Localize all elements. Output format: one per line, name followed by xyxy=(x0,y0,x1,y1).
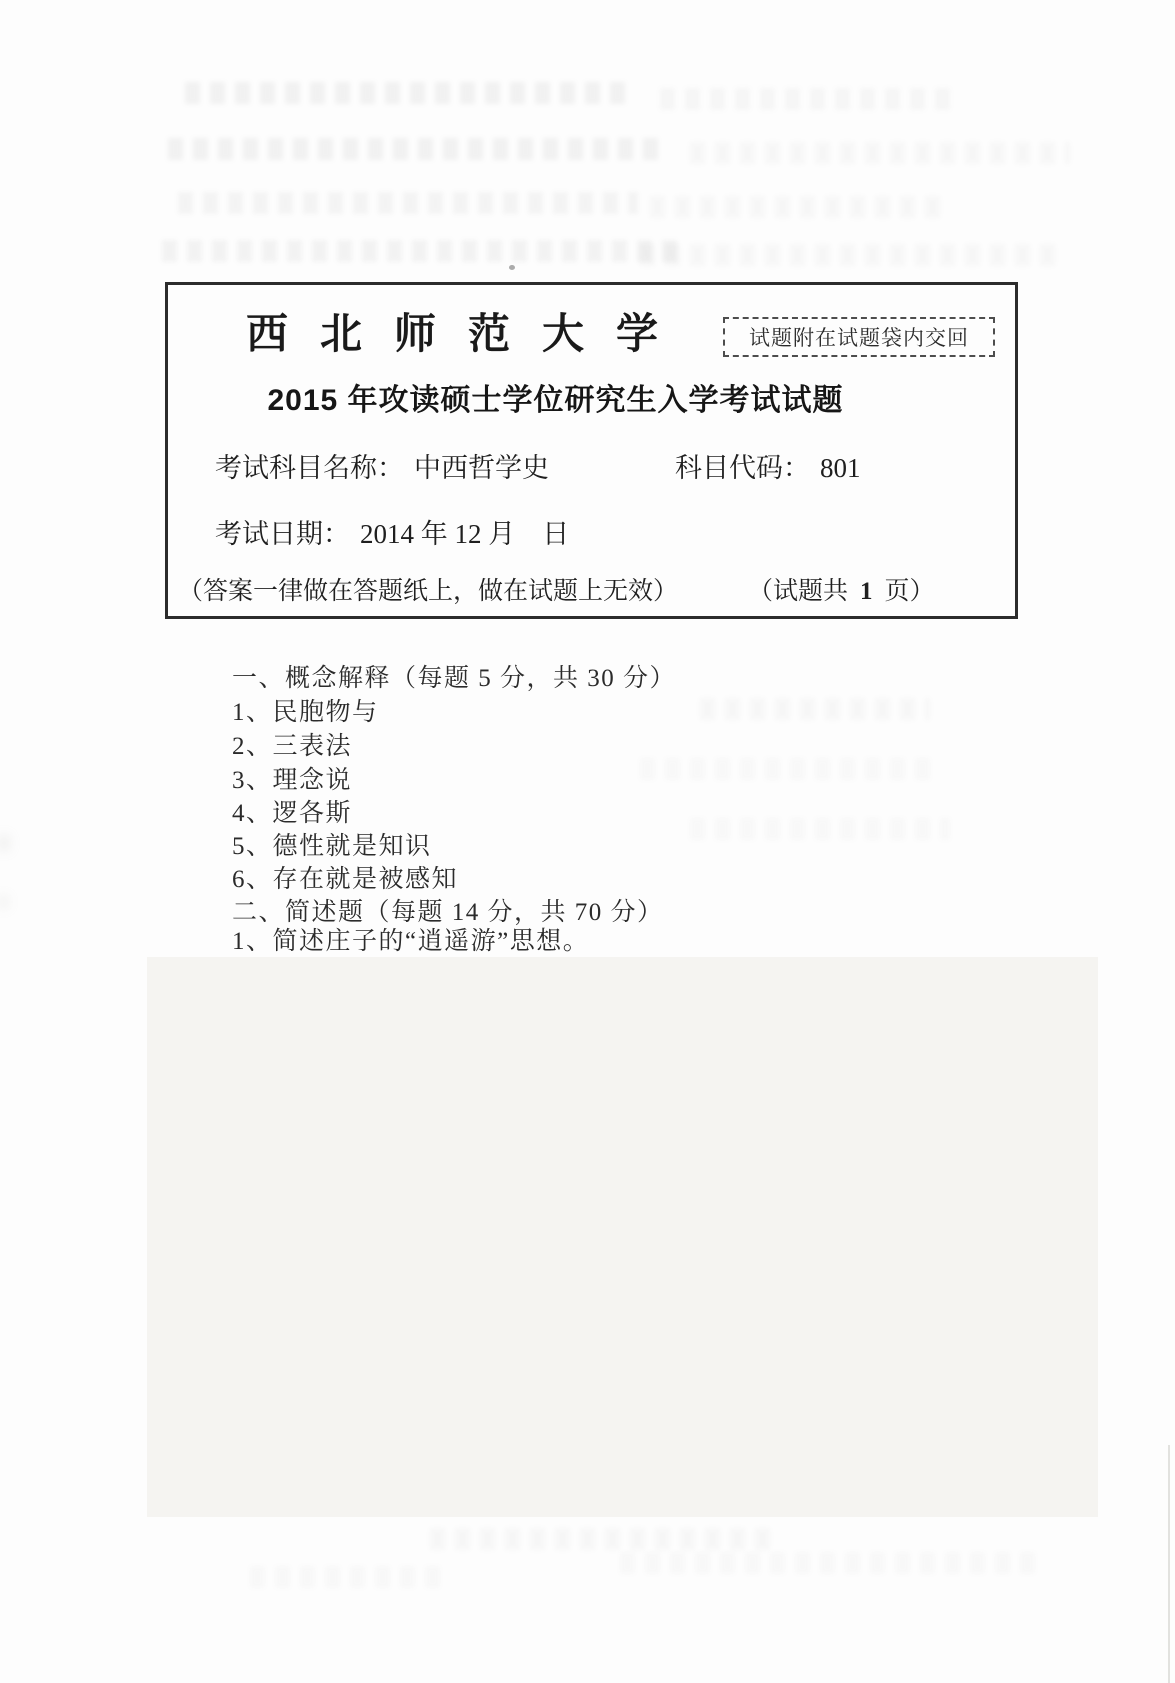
return-notice-box xyxy=(723,317,995,357)
subject-field xyxy=(215,446,549,485)
date-label: 考试日期： xyxy=(215,519,350,549)
code-field xyxy=(675,446,861,485)
bleedthrough-ghost-row xyxy=(640,244,1060,266)
pages-notice xyxy=(748,571,935,607)
bleedthrough-ghost-row xyxy=(690,142,1070,164)
bleedthrough-ghost-row xyxy=(650,196,950,218)
question-item: 1、简述庄子的“逍遥游”思想。 xyxy=(232,928,590,955)
question-item: 6、存在就是被感知 xyxy=(232,866,459,893)
scan-smudge xyxy=(0,896,7,908)
date-value: 2014 年 12 月 日 xyxy=(360,519,570,549)
bleedthrough-ghost-row xyxy=(185,82,635,104)
code-label: 科目代码： xyxy=(675,453,810,483)
bleedthrough-ghost-row xyxy=(162,240,682,262)
university-name: 西北师范大学 xyxy=(246,310,691,357)
section1-heading: 一、概念解释（每题 5 分，共 30 分） xyxy=(232,665,677,692)
bleedthrough-ghost-row xyxy=(168,138,668,160)
bleedthrough-ghost-row xyxy=(250,1566,450,1588)
code-value: 801 xyxy=(820,453,861,483)
bleedthrough-ghost-row xyxy=(640,758,940,780)
question-item: 3、理念说 xyxy=(232,767,353,794)
bleedthrough-ghost-row xyxy=(178,192,638,214)
bleedthrough-ghost-row xyxy=(700,698,930,720)
note-row xyxy=(168,571,1015,603)
pages-suffix: 页） xyxy=(884,578,935,605)
answer-notice: （答案一律做在答题纸上，做在试题上无效） xyxy=(178,578,679,605)
bleedthrough-ghost-row xyxy=(660,88,950,110)
return-notice-text: 试题附在试题袋内交回 xyxy=(749,326,969,350)
section2-heading: 二、简述题（每题 14 分，共 70 分） xyxy=(232,899,664,926)
subject-row xyxy=(168,446,1015,483)
exam-title: 2015 年攻读硕士学位研究生入学考试试题 xyxy=(267,384,844,417)
subject-label: 考试科目名称： xyxy=(215,453,404,483)
scan-smudge xyxy=(0,836,8,850)
bleedthrough-ghost-row xyxy=(690,818,950,840)
date-field xyxy=(215,512,569,551)
question-item: 5、德性就是知识 xyxy=(232,833,432,860)
pages-count: 1 xyxy=(860,578,873,605)
question-item: 1、民胞物与 xyxy=(232,699,379,726)
pages-prefix: （试题共 xyxy=(748,578,849,605)
scan-shading-block xyxy=(147,957,1098,1517)
bleedthrough-ghost-row xyxy=(430,1528,770,1550)
exam-header-box xyxy=(165,282,1018,619)
question-item: 2、三表法 xyxy=(232,733,353,760)
scan-edge-line xyxy=(1168,1445,1170,1683)
question-item: 4、逻各斯 xyxy=(232,800,353,827)
bleedthrough-ghost-row xyxy=(620,1552,1040,1574)
subject-value: 中西哲学史 xyxy=(414,453,549,483)
scan-speck xyxy=(509,265,515,270)
